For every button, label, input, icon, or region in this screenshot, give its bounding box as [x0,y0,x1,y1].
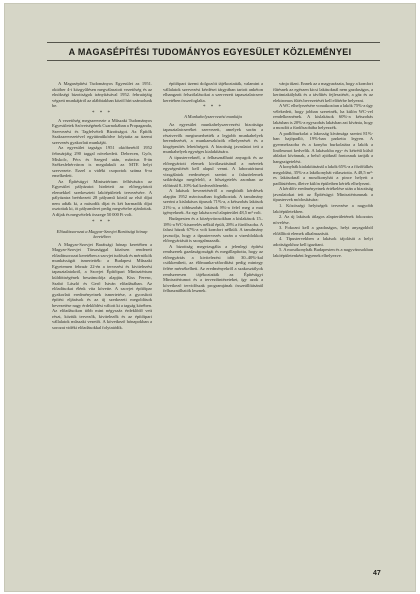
paragraph: A konyhák kialakításánál a lakók 65%-a a főzőfülkés megoldást, 35%-a a lakókonyhát választotta. A 48,5 m²-es lakásoknál a mosókonyhát a pince helyett a padlástérben, illetve külön épületben kérték elhelyezni. [273,164,373,186]
paragraph: vánja tűzni. Ennek az a magyarázata, hogy a komfort fűtésnek az egészen kicsi lakásoknál nem gazdaságos, a kerámiakályhák és a távfűtés fejlesztését, a gáz és az elektromos fűtés bevezetését kell előtérbe helyezni. [273,81,373,103]
paragraph: Budapesten és a középvárosokban a kislakások 15–18%-a WC-kiszerelés nélkül épült, 28% a fürdőszoba. A falusi házak 67%-a volt komfort nélküli. A tanulmány javasolja, hogy a típustervezés során a vizesblokkok előregyártását is szorgalmazzák. [163,216,263,244]
paragraph: A Magasépítési Tudományos Egyesület az 1951. október 4-i közgyűlésen megválasztott vezetőség és az elnökségi bizottságok irányításával 1952. februárjáig végzett munkájáról az alábbiakban közöl hírt számolunk be. [52,81,152,109]
paragraph: építőipari üzemi dolgozóit tájékoztatták, valamint a vállalatok szervezési kérdései tárgyában tartott ankéton elhangzott felszólalásokat a szervezett tapasztalatcsere keretében összefoglalta. [163,81,263,103]
page-number: 47 [373,570,381,577]
paragraph: A Magyar-Szovjet Barátsági hónap keretében a Magyar-Szovjet Társasággal közösen rendezett előadássorozat keretében a szovjet tudósok és mérnökök munkásságát ismertették: a Budapest Műszaki Egyetemen február 22-én a tervezési és kivitelezési tapasztalatokról, a Szovjet Építőipari Minisztérium küldöttségének beszámolója alapján, Kiss Ferenc, Szabó László és Gerő István előadásában. Az előadásokat élénk vita követte. A szovjet építőipar gyakorlati eredményeinek ismertetése, a gyorsított építési eljárások és az új szerkezeti megoldások bevezetése nagy érdeklődést váltott ki a tagság körében. Az előadásokon több mint négyszáz érdeklődő vett részt, köztük tervezők, kivitelezők és az építőipari vállalatok műszaki vezetői. A következő hónapokban a sorozat vidéki előadásokkal folytatódik. [52,241,152,330]
section-separator: * * * [203,105,223,111]
paragraph: Az egyesület tagsága 1951 októberétől 1952 februárjáig 290 taggal növekedett. Debrecen, Győr, Miskolc, Pécs és Szeged után, március 8-án Székesfehérváron is megalakult az MTE helyi szervezete. Ezzel a vidéki csoportok száma 6-ra emelkedett. [52,145,152,179]
title-rule-bottom [47,60,380,61]
title-rule-top [47,42,380,43]
paragraph: A WC elhelyezésére vonatkozóan a lakók 75%-a úgy vélekedett, hogy jobban szeretnék, ha külön WC-vel rendelkeznének. A kislakások 60%-a kétszobás lakásban is 20%-a egyszobás lakásban azt kívánta, hogy a mosdót a fürdőszobába helyezzék. [273,103,373,131]
list-item: 4. Típustervekben a lakások tájolását a helyi adottságokhoz kell igazítani. [273,236,373,247]
text-column-3 [273,81,373,579]
paragraph: A lakások bevezetéséről a megbírált kérdések alapján 1952 márciusában foglalkoztak. A tanulmány szerint a kislakásos típusok 71%-a, a kétszobás lakások 21%-a, a többszobás lakások 8%-a felel meg a mai igényeknek. Az egy lakásra eső alapterület 48,5 m² volt. [163,188,263,216]
paragraph: A vezetőség megszervezte a Műszaki Tudományos Egyesületek Szövetségének Csarnokában a Propaganda, Szervezési és Tagfelvételi Bizottságot. Az Építők Szakszervezetével együttműködve folytatta az üzemi szervezés gyakorlati munkáját. [52,117,152,145]
paragraph: A kérdőív eredményeinek értékelése után a bizottság javaslatokat tett az Építésügyi Minisztériumnak a típustervek módosítására: [273,186,373,203]
section-separator: * * * [92,219,112,225]
paragraph: A padlóburkolat a lakosság kívánsága szerint 81%-ban hajópadló, 19%-ban parketta legyen. A gyermekszoba és a konyha burkolatára a lakók a linóleumot kedvelik. A lakásokba egy- és kétrétű külső ablakot kívánnak, a belső ajtóknál fontosnak tartják a hangszigetelést. [273,130,373,164]
text-column-1 [52,81,152,579]
section-subheading: A Munkahelyszervezési munkája [184,114,242,120]
text-column-2 [163,81,263,579]
list-item: 5. A mosókonyhák Budapesten és a nagyvárosokban lakóépületenként legyenek elhelyezve. [273,247,373,258]
page-title: A MAGASÉPÍTÉSI TUDOMÁNYOS EGYESÜLET KÖZLEMÉNYEI [68,47,352,57]
section-subheading: Előadássorozat a Magyar-Szovjet Barátsági hónap keretében [56,228,148,240]
journal-page [4,3,416,592]
list-item: 2. Az új lakások átlagos alapterületének fokozatos növelése. [273,214,373,225]
paragraph: Az Építésügyi Minisztérium felhívására az Egyesület pályázatot hirdetett az előregyártott elemekkel szerkesztett lakóépületek tervezésére. A pályázatra beérkezett 28 pályamű közül az első díjat nem adták ki, a második díjat és két harmadik díjat osztottak ki, öt pályaművet pedig megvételre ajánlottak. A díjak és megvételek összege 50 000 Ft volt. [52,178,152,218]
list-item: 1. Közösségi helyiségek tervezése a nagyobb lakóépületekben. [273,203,373,214]
section-separator: * * * [92,110,112,116]
paragraph: Az egyesület munkahelyszervezési bizottsága tapasztalatcseréket szervezett, amelyek során a résztvevők megismerhették a legjobb munkahelyek berendezését, a munkaeszközök elhelyezését és a kisgépesítés lehetőségeit. A bizottság javaslatot tett a munkahelyek egységes kialakítására. [163,121,263,155]
paragraph: A tipusterveknél, a felhasználható anyagok és az előregyártott elemek kiválasztásánál a méretek egységesítését kell alapul venni. A laboratóriumi vizsgálatok eredményei szerint a falazóelemek szilárdsága megfelelő, a hőszigetelés azonban az előírtnál 8–10%-kal kedvezőtlenebb. [163,155,263,188]
list-item: 3. Fokozni kell a gazdaságos, helyi anyagokból előállított elemek alkalmazását. [273,225,373,236]
paragraph: A bizottság megvizsgálta a jelenlegi építési rendszerek gazdaságosságát és megállapította, hogy az előregyártás a kivitelezési időt 30–40%-kal csökkentheti, az élőmunka-ráfordítást pedig mintegy felére mérsékelheti. Az eredményekről a szakosztályok rendszeresen tájékoztatták az Építésügyi Minisztériumot és a tervezőintézeteket, így azok a következő tervidőszak programjának összeállításánál felhasználhatók lesznek. [163,243,263,294]
